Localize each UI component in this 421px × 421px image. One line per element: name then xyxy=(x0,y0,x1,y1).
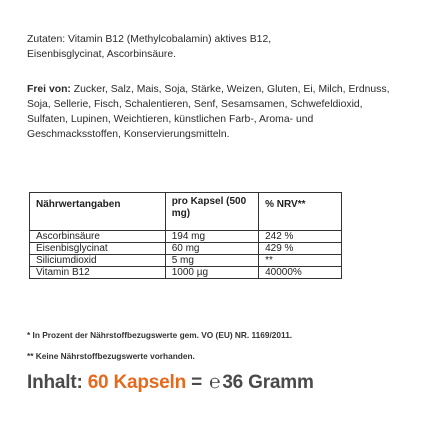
nutrient-nrv: ** xyxy=(259,255,342,267)
contents-label: Inhalt: xyxy=(27,372,83,393)
nutrient-nrv: 242 % xyxy=(259,231,342,243)
footnote-no-nrv: ** Keine Nährstoffbezugswerte vorhanden. xyxy=(27,351,195,361)
free-of-list: Zucker, Salz, Mais, Soja, Stärke, Weizen, Gluten, Ei, Milch, Erdnuss, Soja, Sellerie, Fisch, Schalentieren, Senf, Sesamsamen, Schwefeldioxid, Sulfaten, Lupinen, Weichtieren, künstlichen Farb-, Aroma- und Geschmacksstoffen, Konservierungsmitteln. xyxy=(27,84,390,140)
nutrient-name: Ascorbinsäure xyxy=(30,231,166,243)
header-per-capsule: pro Kapsel (500 mg) xyxy=(165,193,258,231)
net-weight: 36 Gramm xyxy=(222,372,314,393)
contents-line xyxy=(27,372,314,394)
nutrient-amount: 60 mg xyxy=(165,243,258,255)
free-of-text xyxy=(27,82,397,142)
header-nrv: % NRV** xyxy=(259,193,342,231)
nutrient-name: Eisenbisglycinat xyxy=(30,243,166,255)
free-of-label: Frei von: xyxy=(27,84,71,95)
table-row xyxy=(30,255,342,267)
header-nutrient: Nährwertangaben xyxy=(30,193,166,231)
equals-sign: = xyxy=(191,372,203,393)
nutrient-name: Siliciumdioxid xyxy=(30,255,166,267)
estimated-sign-icon: ℮ xyxy=(209,372,221,393)
table-row xyxy=(30,231,342,243)
nutrient-name: Vitamin B12 xyxy=(30,267,166,279)
nutrient-nrv: 40000% xyxy=(259,267,342,279)
footnote-nrv: * In Prozent der Nährstoffbezugswerte gem. VO (EU) NR. 1169/2011. xyxy=(27,330,293,340)
nutrient-amount: 194 mg xyxy=(165,231,258,243)
nutrition-table-header xyxy=(30,193,342,231)
capsule-count: 60 Kapseln xyxy=(87,372,187,393)
nutrient-amount: 1000 µg xyxy=(165,267,258,279)
table-row xyxy=(30,267,342,279)
ingredients-text: Zutaten: Vitamin B12 (Methylcobalamin) aktives B12, Eisenbisglycinat, Ascorbinsäure. xyxy=(27,34,272,60)
table-row xyxy=(30,243,342,255)
nutrient-amount: 5 mg xyxy=(165,255,258,267)
nutrition-table xyxy=(29,192,342,279)
nutrient-nrv: 429 % xyxy=(259,243,342,255)
